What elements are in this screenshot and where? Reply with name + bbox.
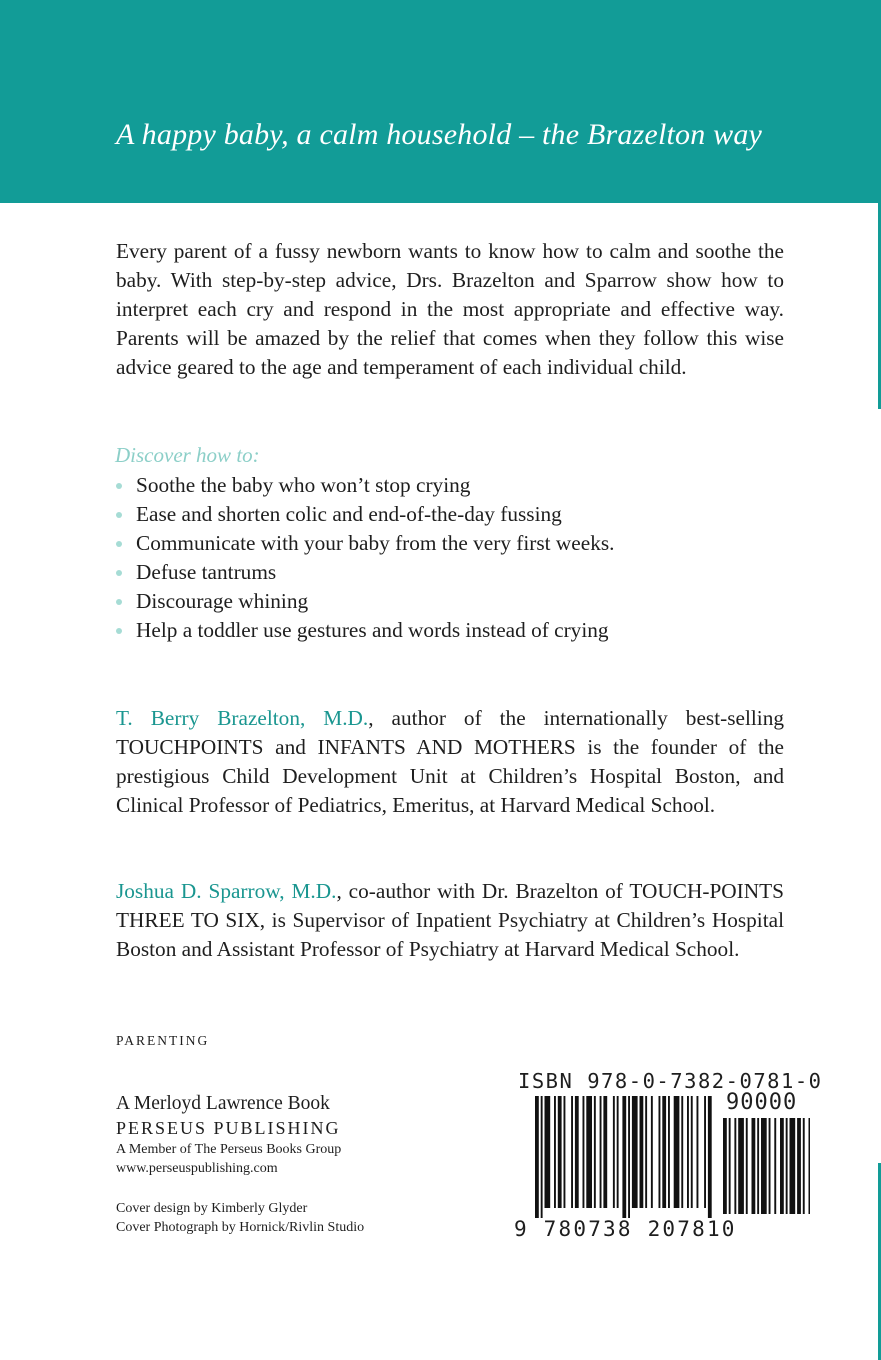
barcode-bar [535,1096,539,1218]
barcode-bar [571,1096,573,1208]
barcode-bar [586,1096,592,1208]
book-description: Every parent of a fussy newborn wants to know how to calm and soothe the baby. With step-by-step advice, Drs. Brazelton and Sparrow show how to interpret each cry and respond in the most appropriate and effective way. Parents will be amazed by the relief that comes when they follow this wise advice geared to the age and temperament of each individual child. [116,239,784,379]
price-code: 90000 [726,1090,798,1115]
barcode-bar [600,1096,602,1208]
imprint-line: A Merloyd Lawrence Book [116,1093,330,1114]
barcode-bar [746,1118,748,1214]
author-bio-sparrow: Joshua D. Sparrow, M.D., co-author with Dr. Brazelton of TOUCH-POINTS THREE TO SIX, is Supervisor of Inpatient Psychiatry at Children’s Hospital Boston and Assistant Professor of Psychiatry at Harvard Medical School. [116,879,785,961]
barcode-bar [674,1096,680,1208]
barcode-bar [687,1096,689,1208]
barcode-bar [761,1118,767,1214]
barcode-bar [575,1096,579,1208]
photo-credit: Cover Photograph by Hornick/Rivlin Studio [116,1220,365,1235]
bullet-icon [116,628,122,634]
barcode-bar [541,1096,543,1218]
list-item: Defuse tantrums [115,558,614,587]
barcode-bar [640,1096,644,1208]
category-label: PARENTING [116,1033,210,1048]
publisher-name: PERSEUS PUBLISHING [116,1118,341,1138]
list-item: Help a toddler use gestures and words instead of crying [115,616,614,645]
barcode-bar [645,1096,647,1208]
barcode-bar [628,1096,630,1218]
publisher-website: www.perseuspublishing.com [116,1161,278,1176]
barcode-bar [681,1096,683,1208]
barcode-bar [691,1096,693,1208]
bullet-icon [116,541,122,547]
publisher-group: A Member of The Perseus Books Group [116,1142,342,1157]
barcode-bar [786,1118,788,1214]
cover-credits [116,1199,364,1237]
barcode-bar [662,1096,666,1208]
author-bio-brazelton: T. Berry Brazelton, M.D., author of the internationally best-selling TOUCHPOINTS and INFANTS AND MOTHERS is the founder of the prestigious Child Development Unit at Children’s Hospital Boston, and Clinical Professor of Pediatrics, Emeritus, at Harvard Medical School. [116,706,784,817]
barcode-bar [583,1096,585,1208]
cover-banner [0,0,881,203]
barcode-bar [697,1096,699,1208]
barcode-bar [594,1096,596,1208]
barcode-bar [554,1096,556,1208]
design-credit: Cover design by Kimberly Glyder [116,1201,308,1216]
barcode-bar [545,1096,551,1208]
publisher-imprint [116,1091,341,1178]
list-item: Discourage whining [115,587,614,616]
discover-heading: Discover how to: [115,443,260,467]
barcode-bar [803,1118,805,1214]
barcode-bar [622,1096,626,1218]
bullet-icon [116,512,122,518]
isbn-label: ISBN 978-0-7382-0781-0 [518,1069,823,1093]
barcode-bar [651,1096,653,1208]
barcode-bar [752,1118,756,1214]
list-item: Communicate with your baby from the very first weeks. [115,529,614,558]
author-name: T. Berry Brazelton, M.D. [116,706,369,730]
discover-list [115,471,614,645]
barcode-bar [797,1118,801,1214]
barcode-bar [613,1096,615,1208]
author-name: Joshua D. Sparrow, M.D. [116,879,337,903]
barcode-bar [723,1118,727,1214]
barcode-bar [774,1118,776,1214]
barcode-bar [790,1118,796,1214]
barcode-bar [558,1096,562,1208]
bullet-icon [116,570,122,576]
list-item: Ease and shorten colic and end-of-the-day fussing [115,500,614,529]
barcode-bar [704,1096,706,1208]
tagline: A happy baby, a calm household – the Brazelton way [116,118,763,151]
barcode-bar [708,1096,712,1218]
barcode-bar [734,1118,736,1214]
bullet-icon [116,599,122,605]
barcode-bar [757,1118,759,1214]
list-item: Soothe the baby who won’t stop crying [115,471,614,500]
bullet-icon [116,483,122,489]
barcode-bar [603,1096,607,1208]
ean-digits: 9 780738 207810 [514,1217,737,1241]
barcode-bar [809,1118,811,1214]
barcode-bar [668,1096,670,1208]
barcode-bar [564,1096,566,1208]
barcode-bar [780,1118,784,1214]
barcode-bar [729,1118,731,1214]
barcode-bar [659,1096,661,1208]
barcode-bar [617,1096,619,1208]
barcode-bar [769,1118,771,1214]
barcode-bar [738,1118,744,1214]
barcode-bar [632,1096,638,1208]
